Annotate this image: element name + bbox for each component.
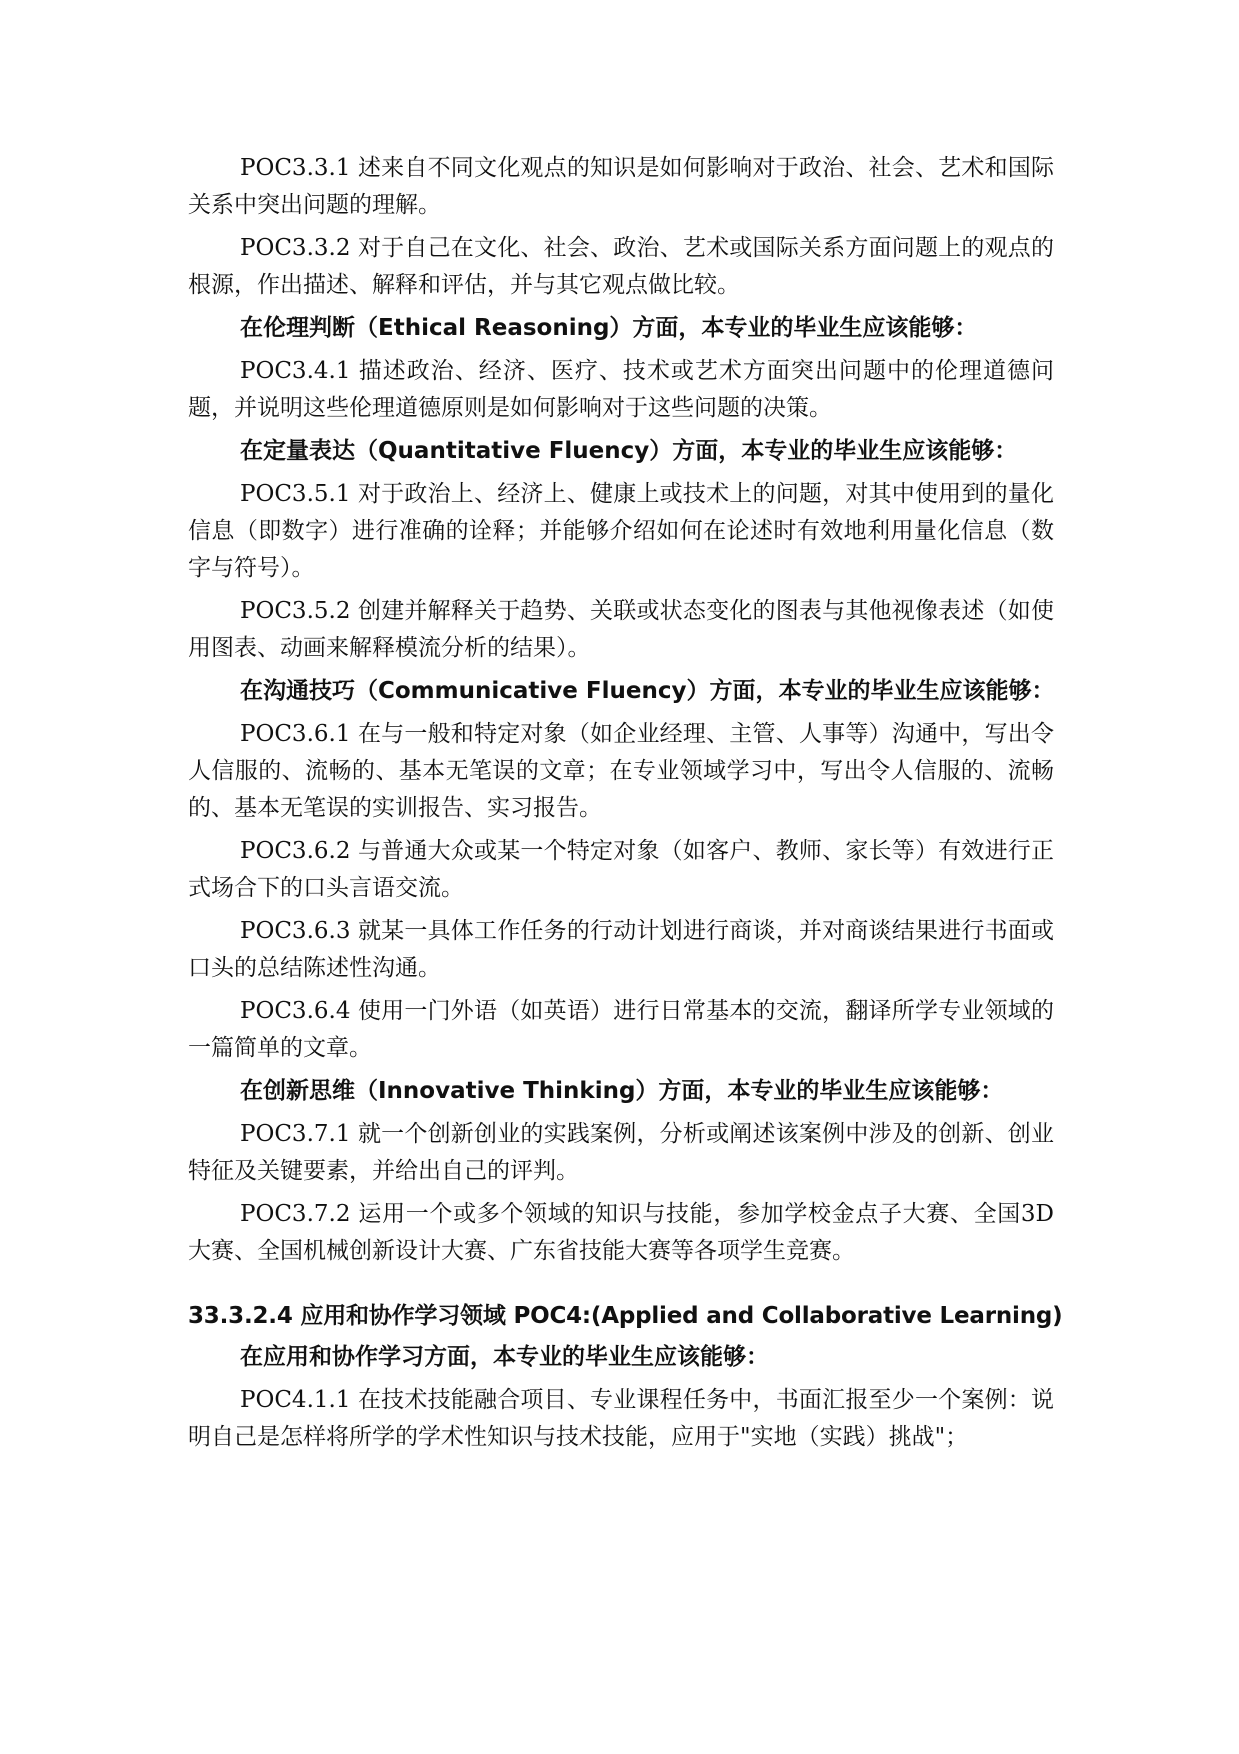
- heading-innovative-thinking: 在创新思维（Innovative Thinking）方面，本专业的毕业生应该能够：: [240, 1078, 1004, 1104]
- poc3-6-1: POC3.6.1 在与一般和特定对象（如企业经理、主管、人事等）沟通中，写出令人信服的、流畅的、基本无笔误的文章；在专业领域学习中，写出令人信服的、流畅的、基本无笔误的实训报告、实习报告。: [188, 721, 1054, 821]
- poc3-5-1: POC3.5.1 对于政治上、经济上、健康上或技术上的问题，对其中使用到的量化信息（即数字）进行准确的诠释；并能够介绍如何在论述时有效地利用量化信息（数字与符号）。: [188, 481, 1054, 581]
- heading-communicative-fluency: 在沟通技巧（Communicative Fluency）方面，本专业的毕业生应该能够：: [240, 678, 1055, 704]
- poc4-1-1: POC4.1.1 在技术技能融合项目、专业课程任务中，书面汇报至少一个案例：说明自己是怎样将所学的学术性知识与技术技能，应用于"实地（实践）挑战"；: [188, 1387, 1054, 1450]
- poc3-7-1: POC3.7.1 就一个创新创业的实践案例，分析或阐述该案例中涉及的创新、创业特征及关键要素，并给出自己的评判。: [188, 1121, 1054, 1184]
- heading-quantitative-fluency: 在定量表达（Quantitative Fluency）方面，本专业的毕业生应该能够：: [240, 438, 1018, 464]
- section-heading-poc4: 33.3.2.4 应用和协作学习领域 POC4:(Applied and Collaborative Learning): [188, 1303, 1063, 1329]
- heading-applied-collaborative: 在应用和协作学习方面，本专业的毕业生应该能够：: [240, 1344, 769, 1370]
- poc3-6-4: POC3.6.4 使用一门外语（如英语）进行日常基本的交流，翻译所学专业领域的一篇简单的文章。: [188, 998, 1054, 1061]
- poc3-7-2: POC3.7.2 运用一个或多个领域的知识与技能，参加学校金点子大赛、全国3D 大赛、全国机械创新设计大赛、广东省技能大赛等各项学生竞赛。: [188, 1201, 1054, 1264]
- poc3-6-2: POC3.6.2 与普通大众或某一个特定对象（如客户、教师、家长等）有效进行正式场合下的口头言语交流。: [188, 838, 1054, 901]
- document-page: [188, 150, 1063, 1462]
- poc3-5-2: POC3.5.2 创建并解释关于趋势、关联或状态变化的图表与其他视像表述（如使用图表、动画来解释模流分析的结果）。: [188, 598, 1054, 661]
- poc3-6-3: POC3.6.3 就某一具体工作任务的行动计划进行商谈，并对商谈结果进行书面或口头的总结陈述性沟通。: [188, 918, 1054, 981]
- heading-ethical-reasoning: 在伦理判断（Ethical Reasoning）方面，本专业的毕业生应该能够：: [240, 315, 978, 341]
- poc3-3-1: POC3.3.1 述来自不同文化观点的知识是如何影响对于政治、社会、艺术和国际关系中突出问题的理解。: [188, 155, 1054, 218]
- poc3-3-2: POC3.3.2 对于自己在文化、社会、政治、艺术或国际关系方面问题上的观点的根源，作出描述、解释和评估，并与其它观点做比较。: [188, 235, 1054, 298]
- poc3-4-1: POC3.4.1 描述政治、经济、医疗、技术或艺术方面突出问题中的伦理道德问题，并说明这些伦理道德原则是如何影响对于这些问题的决策。: [188, 358, 1054, 421]
